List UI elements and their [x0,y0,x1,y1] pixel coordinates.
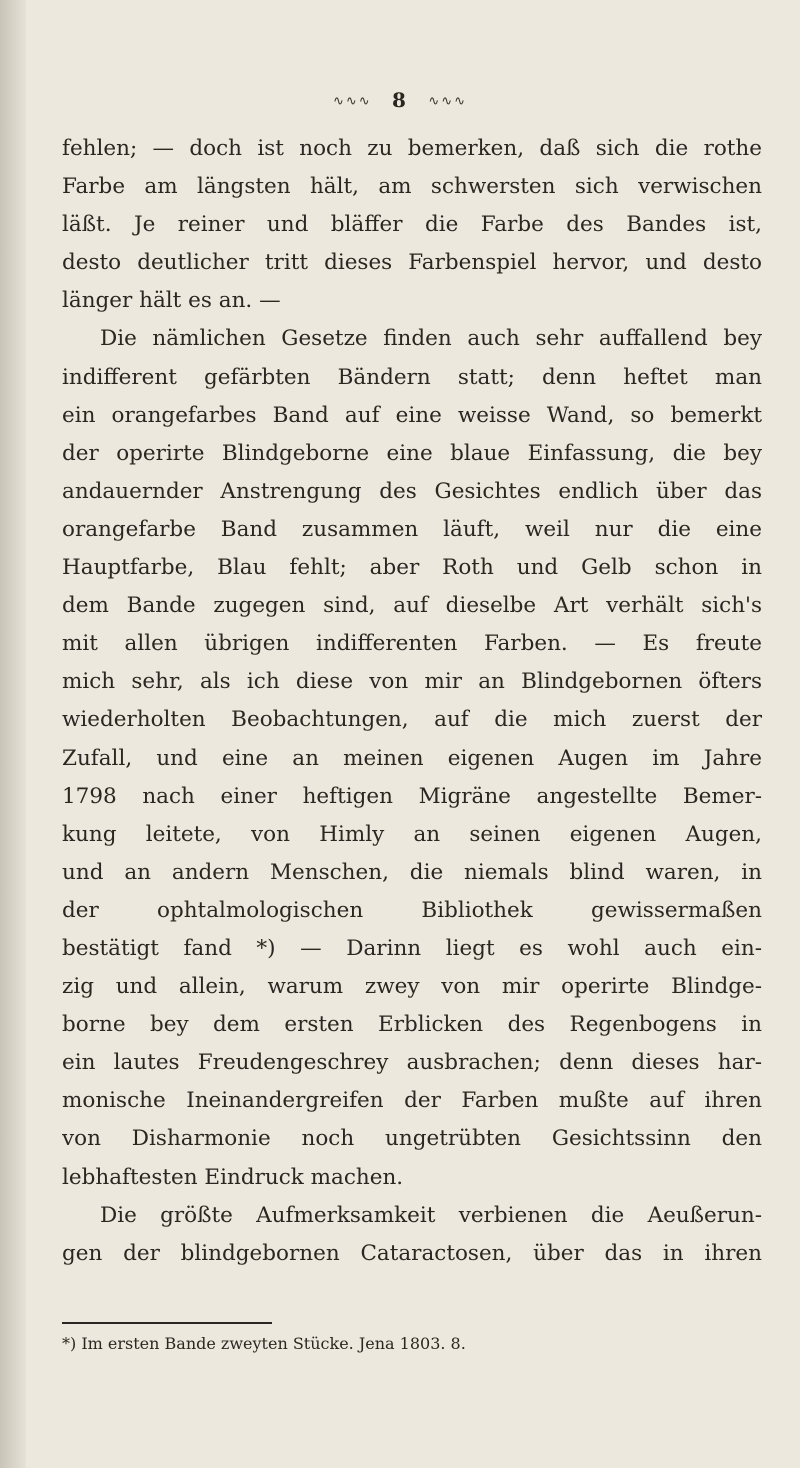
ornament-left: ∿∿∿ [332,94,372,109]
text-line: zig und allein, warum zwey von mir operirte Blindge- [62,974,762,1000]
ornament-right: ∿∿∿ [428,94,467,109]
footnote-rule [62,1322,272,1324]
text-line: gen der blindgebornen Cataractosen, über das in ihren [62,1240,762,1266]
text-line: andauernder Anstrengung des Gesichtes endlich über das [62,478,762,504]
text-line: Zufall, und eine an meinen eigenen Augen im Jahre [62,745,762,771]
text-line: von Disharmonie noch ungetrübten Gesichtssinn den [62,1126,762,1152]
text-line: orangefarbe Band zusammen läuft, weil nur die eine [62,516,762,542]
text-line: der operirte Blindgeborne eine blaue Einfassung, die bey [62,440,762,466]
body-text [62,130,762,1273]
text-line: fehlen; — doch ist noch zu bemerken, daß sich die rothe [62,136,762,161]
text-line: wiederholten Beobachtungen, auf die mich zuerst der [62,707,762,733]
text-line: und an andern Menschen, die niemals blind waren, in [62,859,762,885]
text-line: lebhaftesten Eindruck machen. [62,1164,404,1190]
text-line: Hauptfarbe, Blau fehlt; aber Roth und Gelb schon in [62,555,762,581]
text-line: ein orangefarbes Band auf eine weisse Wand, so bemerkt [62,402,762,428]
text-line: der ophtalmologischen Bibliothek gewissermaßen [62,897,762,923]
text-line: 1798 nach einer heftigen Migräne angestellte Bemer- [62,783,762,809]
text-line: borne bey dem ersten Erblicken des Regenbogens in [62,1012,762,1038]
text-line: Farbe am längsten hält, am schwersten sich verwischen [62,174,762,200]
text-line: indifferent gefärbten Bändern statt; denn heftet man [62,364,762,390]
text-line: ein lautes Freudengeschrey ausbrachen; denn dieses har- [62,1050,762,1076]
text-line: kung leitete, von Himly an seinen eigenen Augen, [62,821,762,847]
footnote: *) Im ersten Bande zweyten Stücke. Jena 1803. 8. [62,1334,466,1353]
page-header [0,88,800,112]
book-spine-shadow [0,0,26,1468]
text-line: Die nämlichen Gesetze finden auch sehr auffallend bey [100,326,762,352]
text-line: länger hält es an. — [62,288,281,314]
text-line: Die größte Aufmerksamkeit verbienen die Aeußerun- [100,1202,762,1228]
text-line: monische Ineinandergreifen der Farben mußte auf ihren [62,1088,762,1114]
text-line: mit allen übrigen indifferenten Farben. — Es freute [62,631,762,657]
text-line: bestätigt fand *) — Darinn liegt es wohl auch ein- [62,935,762,961]
text-line: läßt. Je reiner und bläffer die Farbe des Bandes ist, [62,212,762,238]
page-number: 8 [392,88,408,112]
text-line: dem Bande zugegen sind, auf dieselbe Art verhält sich's [62,593,762,619]
text-line: desto deutlicher tritt dieses Farbenspiel hervor, und desto [62,250,762,276]
text-line: mich sehr, als ich diese von mir an Blindgebornen öfters [62,669,762,695]
